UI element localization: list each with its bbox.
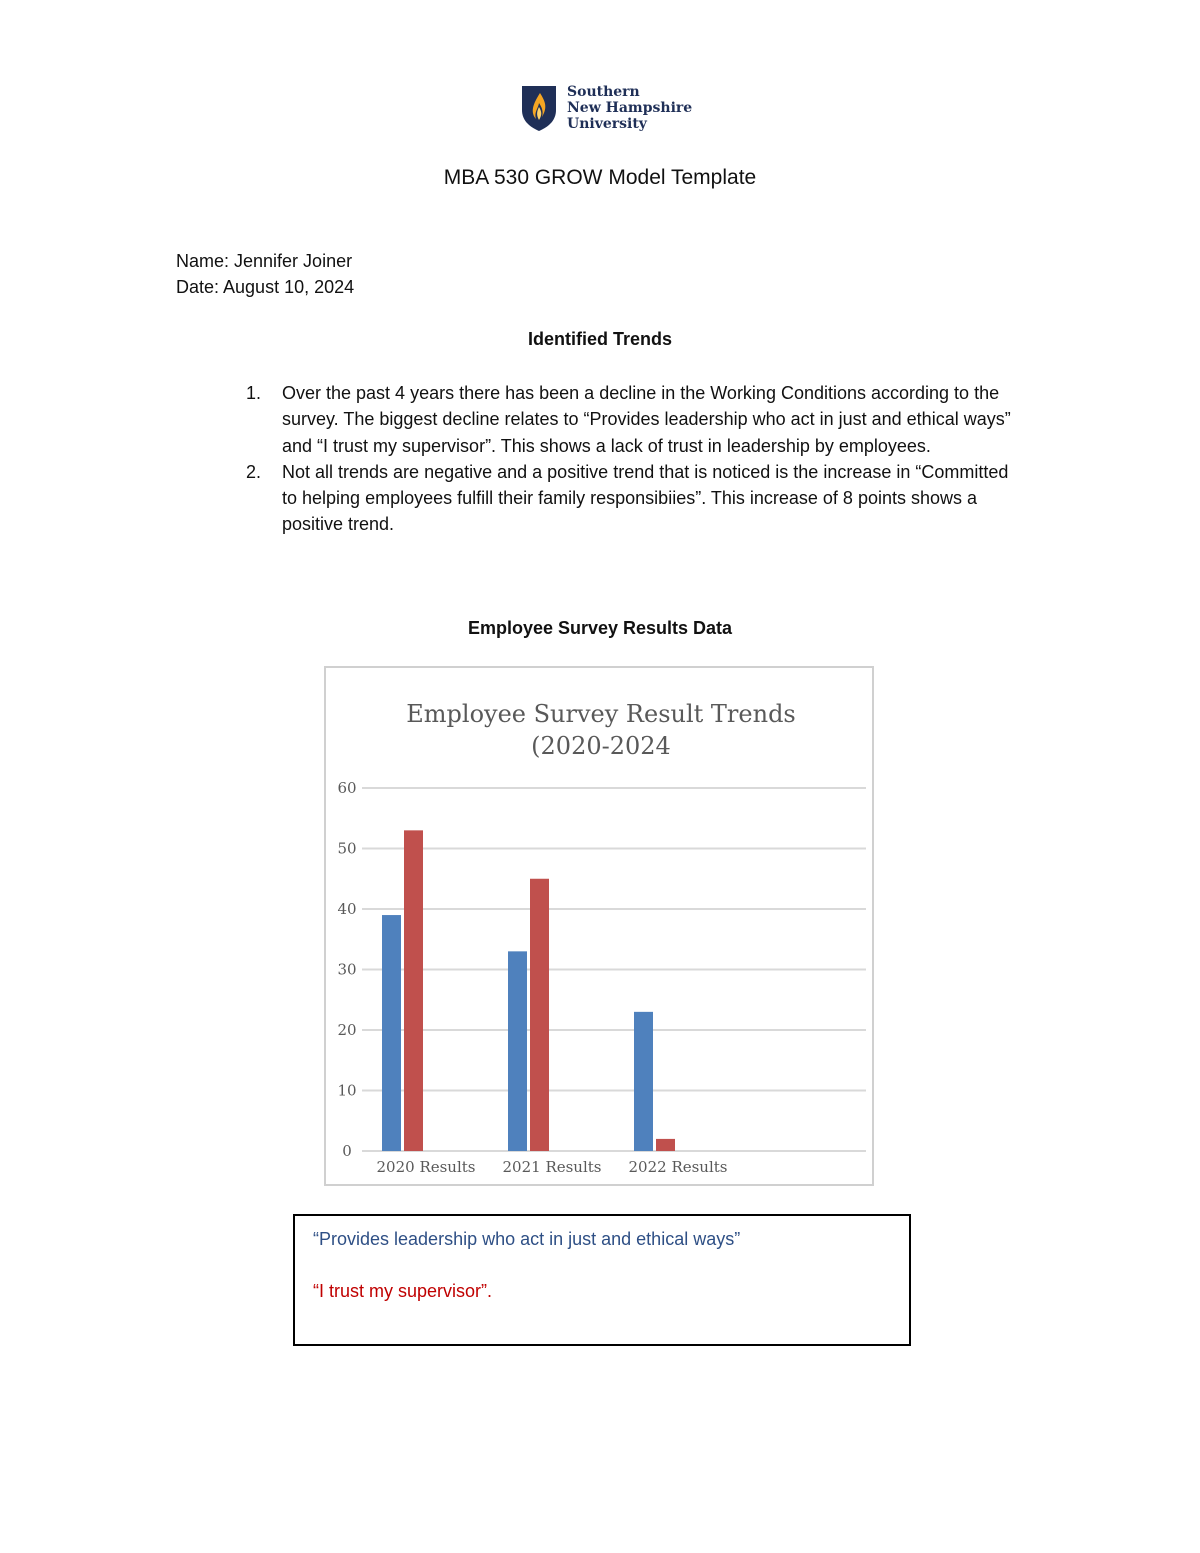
trend-text: Not all trends are negative and a positive trend that is noticed is the increase in “Committed to helping employees fulfill their family responsibiies”. This increase of 8 points shows a positive trend. [282, 461, 1009, 535]
bar-supervisor [404, 830, 423, 1151]
x-tick-label: 2021 Results [502, 1158, 602, 1176]
trend-item [246, 459, 1027, 538]
y-tick-label: 20 [337, 1021, 357, 1039]
y-tick-label: 50 [337, 839, 357, 858]
trend-list [246, 380, 1027, 538]
logo-line-1: Southern [567, 84, 640, 100]
logo-line-2: New Hampshire [567, 100, 693, 116]
y-tick-label: 0 [342, 1142, 352, 1160]
document-title: MBA 530 GROW Model Template [443, 166, 757, 189]
bar-supervisor [656, 1139, 675, 1151]
chart-title-line: Employee Survey Result Trends [406, 700, 796, 728]
y-tick-label: 10 [337, 1081, 357, 1100]
bar-supervisor [530, 879, 549, 1151]
bar-leadership [382, 915, 401, 1151]
flame-shield-icon [520, 84, 558, 132]
chart-frame [324, 666, 874, 1186]
x-tick-label: 2022 Results [628, 1158, 728, 1176]
legend-entry-leadership: “Provides leadership who act in just and ethical ways” [313, 1229, 741, 1249]
y-tick-label: 40 [337, 900, 357, 918]
logo-line-3: University [567, 116, 647, 132]
y-tick-label: 30 [337, 960, 357, 979]
trends-heading: Identified Trends [527, 329, 673, 349]
submission-date: Date: August 10, 2024 [176, 277, 355, 297]
data-section-heading: Employee Survey Results Data [467, 618, 733, 638]
trend-number: 1. [246, 383, 262, 403]
chart-title-line: (2020-2024 [531, 732, 671, 760]
trend-item [246, 380, 1027, 459]
university-logo [520, 84, 693, 134]
bar-chart [326, 668, 876, 1188]
chart-legend-box [293, 1214, 911, 1346]
y-tick-label: 60 [337, 779, 357, 797]
bar-leadership [634, 1012, 653, 1151]
x-tick-label: 2020 Results [376, 1158, 476, 1176]
logo-wordmark [567, 84, 692, 132]
trend-text: Over the past 4 years there has been a decline in the Working Conditions according to the survey. The biggest decline relates to “Provides leadership who act in just and ethical ways” and “I trust my supervisor”. This shows a lack of trust in leadership by employees. [282, 383, 1011, 456]
student-name: Name: Jennifer Joiner [176, 251, 353, 271]
bar-leadership [508, 951, 527, 1151]
trend-number: 2. [246, 461, 262, 482]
legend-entry-supervisor: “I trust my supervisor”. [313, 1281, 493, 1301]
